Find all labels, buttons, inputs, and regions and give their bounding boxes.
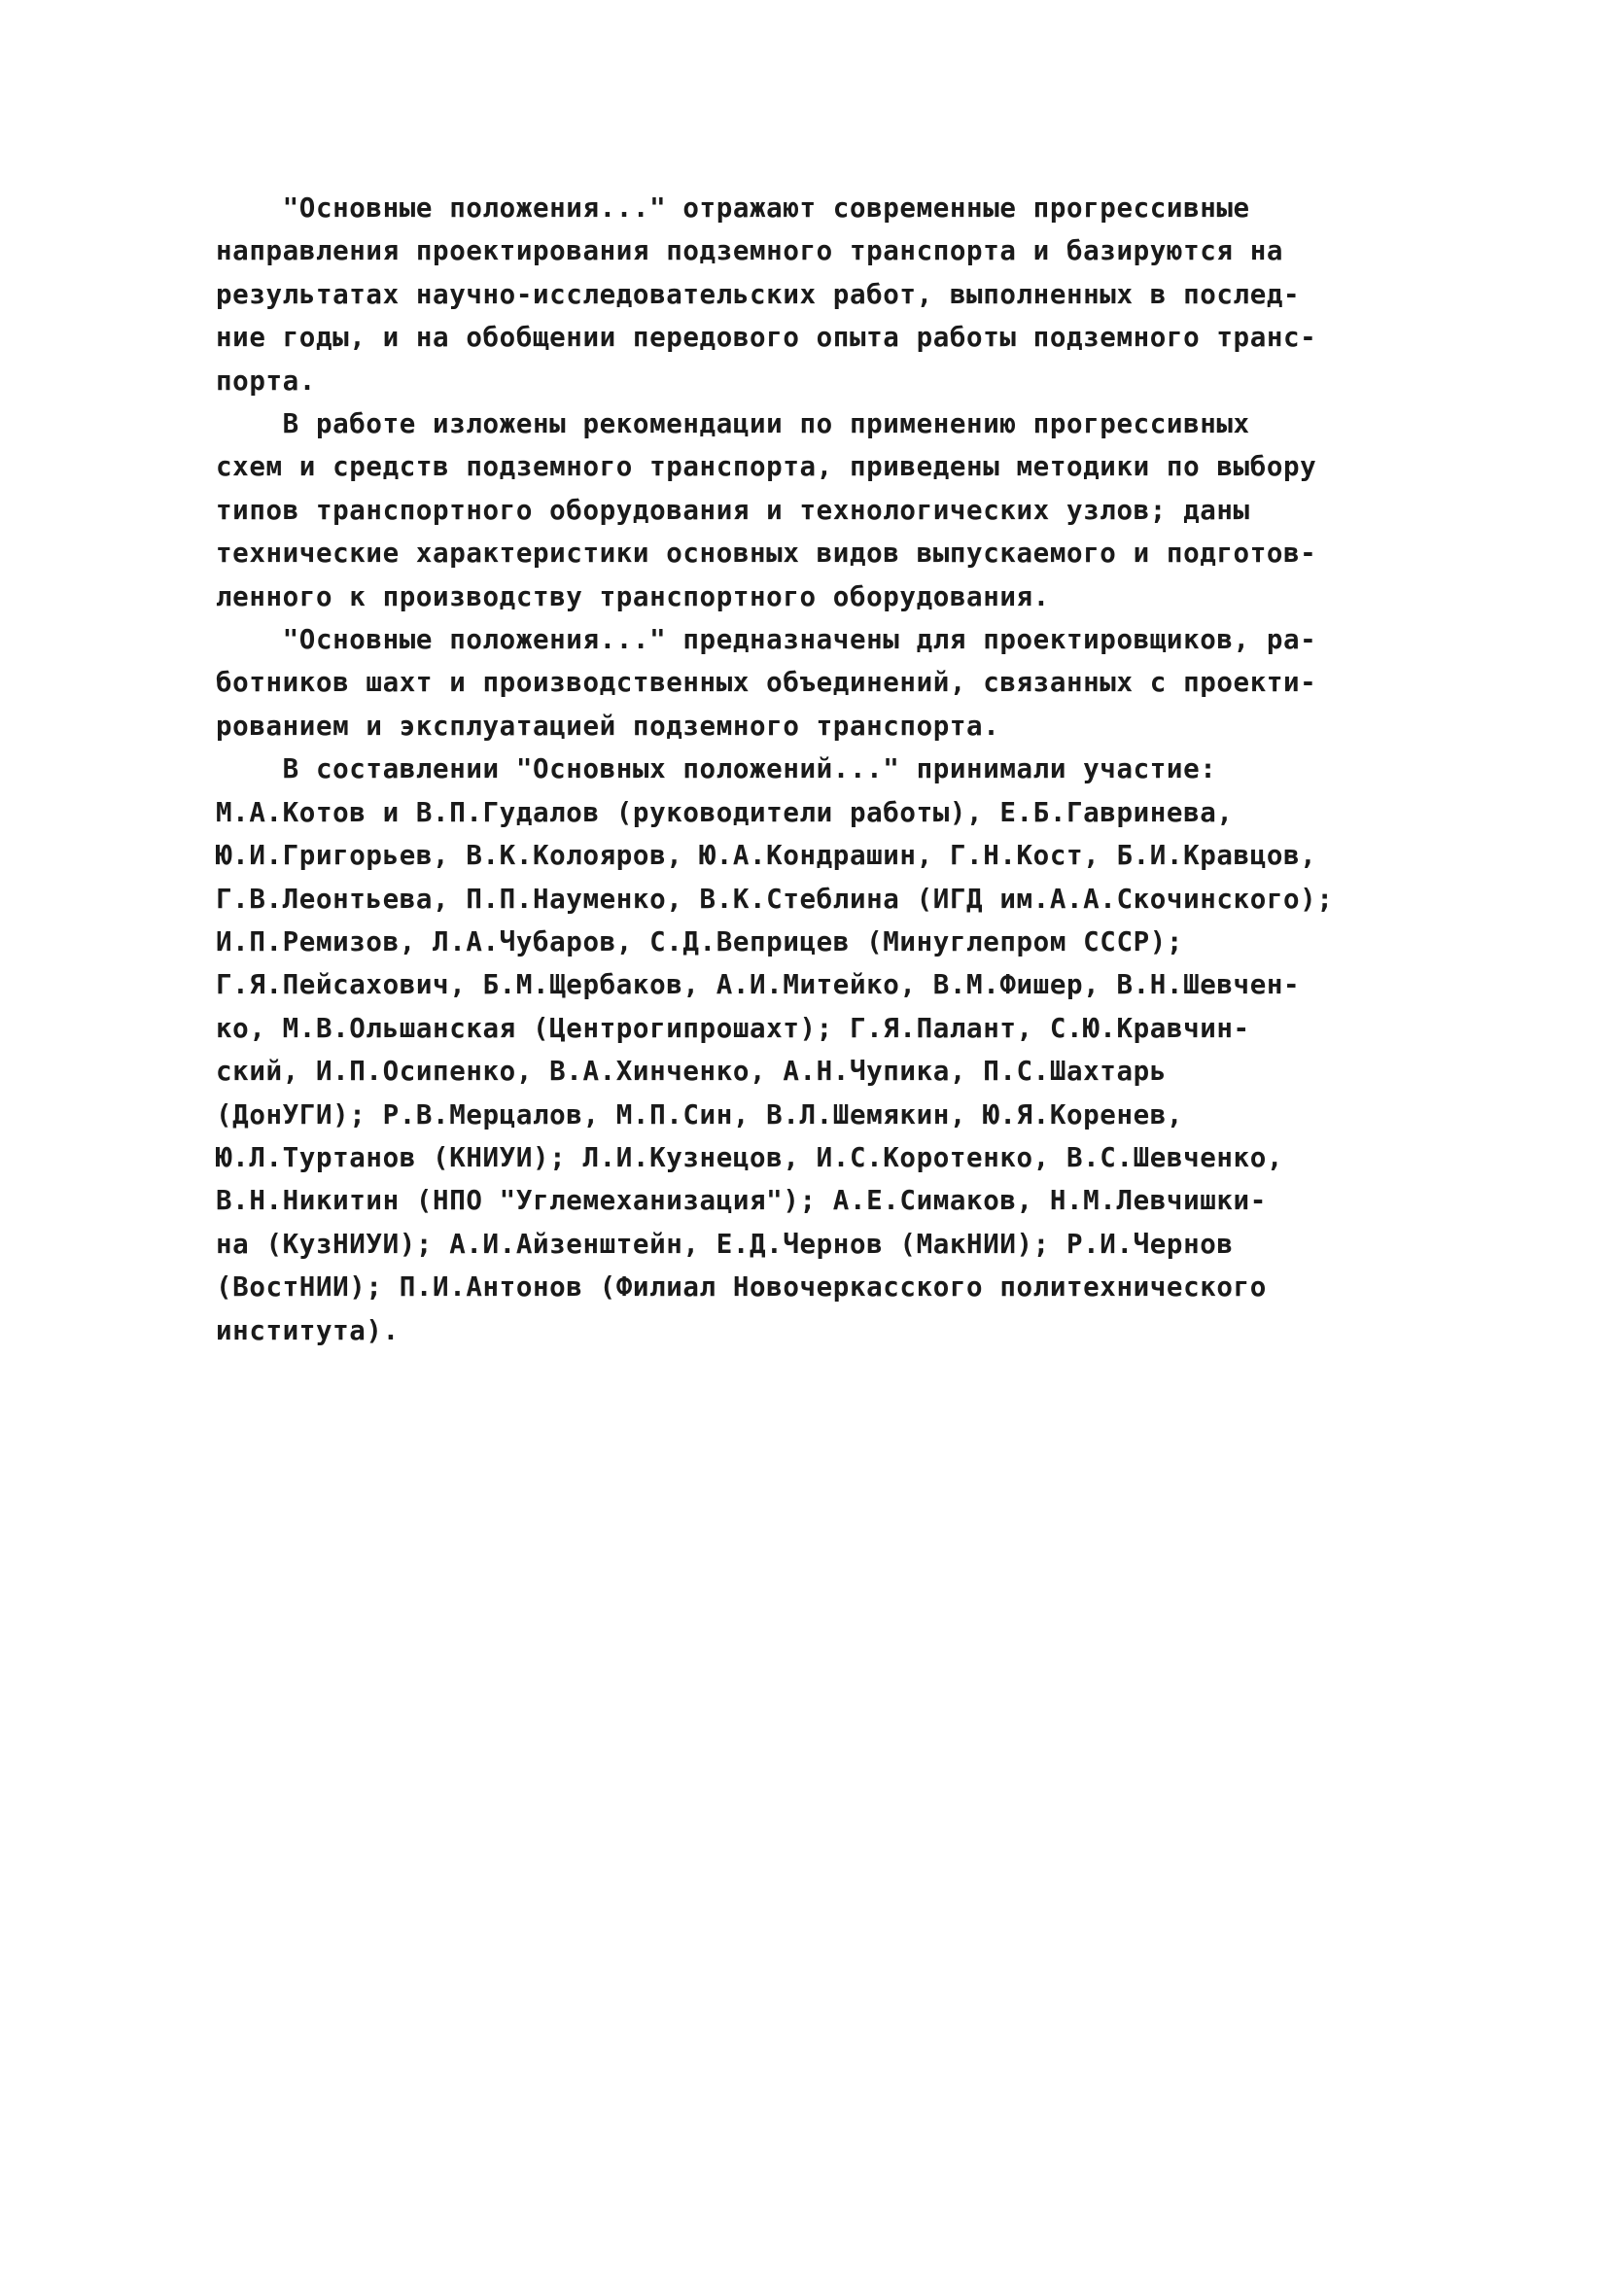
text-line: рованием и эксплуатацией подземного транспорта. xyxy=(216,710,1000,742)
text-line: И.П.Ремизов, Л.А.Чубаров, С.Д.Веприцев (Минуглепром СССР); xyxy=(216,925,1184,957)
text-line: ние годы, и на обобщении передового опыта работы подземного транс- xyxy=(216,322,1317,354)
text-line: результатах научно-исследовательских работ, выполненных в послед- xyxy=(216,278,1301,310)
text-line: порта. xyxy=(216,365,316,397)
text-line: технические характеристики основных видов выпускаемого и подготов- xyxy=(216,538,1317,570)
paragraph-audience xyxy=(216,618,1441,748)
document-body xyxy=(216,187,1441,1352)
text-line: ко, М.В.Ольшанская (Центрогипрошахт); Г.Я.Палант, С.Ю.Кравчин- xyxy=(216,1012,1250,1044)
paragraph-intro xyxy=(216,187,1441,402)
text-line: "Основные положения..." отражают современные прогрессивные xyxy=(216,192,1250,224)
text-line: Г.Я.Пейсахович, Б.М.Щербаков, А.И.Митейко, В.М.Фишер, В.Н.Шевчен- xyxy=(216,969,1301,1001)
text-line: "Основные положения..." предназначены для проектировщиков, ра- xyxy=(216,624,1317,656)
text-line: (ДонУГИ); Р.В.Мерцалов, М.П.Син, В.Л.Шемякин, Ю.Я.Коренев, xyxy=(216,1098,1184,1131)
text-line: ботников шахт и производственных объединений, связанных с проекти- xyxy=(216,667,1317,699)
text-line: схем и средств подземного транспорта, приведены методики по выбору xyxy=(216,451,1317,483)
text-line: (ВостНИИ); П.И.Антонов (Филиал Новочеркасского политехнического xyxy=(216,1271,1267,1304)
text-line: М.А.Котов и В.П.Гудалов (руководители работы), Е.Б.Гавринева, xyxy=(216,796,1234,828)
text-line: В составлении "Основных положений..." принимали участие: xyxy=(216,753,1217,785)
text-line: ский, И.П.Осипенко, В.А.Хинченко, А.Н.Чупика, П.С.Шахтарь xyxy=(216,1056,1167,1088)
text-line: института). xyxy=(216,1314,400,1346)
paragraph-authors xyxy=(216,748,1441,1352)
text-line: В работе изложены рекомендации по применению прогрессивных xyxy=(216,408,1250,440)
text-line: типов транспортного оборудования и технологических узлов; даны xyxy=(216,494,1250,526)
paragraph-content xyxy=(216,402,1441,618)
text-line: В.Н.Никитин (НПО "Углемеханизация"); А.Е.Симаков, Н.М.Левчишки- xyxy=(216,1185,1267,1217)
text-line: Ю.Л.Туртанов (КНИУИ); Л.И.Кузнецов, И.С.Коротенко, В.С.Шевченко, xyxy=(216,1141,1284,1173)
text-line: на (КузНИУИ); А.И.Айзенштейн, Е.Д.Чернов (МакНИИ); Р.И.Чернов xyxy=(216,1228,1234,1260)
text-line: Ю.И.Григорьев, В.К.Колояров, Ю.А.Кондрашин, Г.Н.Кост, Б.И.Кравцов, xyxy=(216,840,1317,872)
text-line: направления проектирования подземного транспорта и базируются на xyxy=(216,235,1284,267)
text-line: Г.В.Леонтьева, П.П.Науменко, В.К.Стеблина (ИГД им.А.А.Скочинского); xyxy=(216,883,1334,915)
text-line: ленного к производству транспортного оборудования. xyxy=(216,580,1050,612)
